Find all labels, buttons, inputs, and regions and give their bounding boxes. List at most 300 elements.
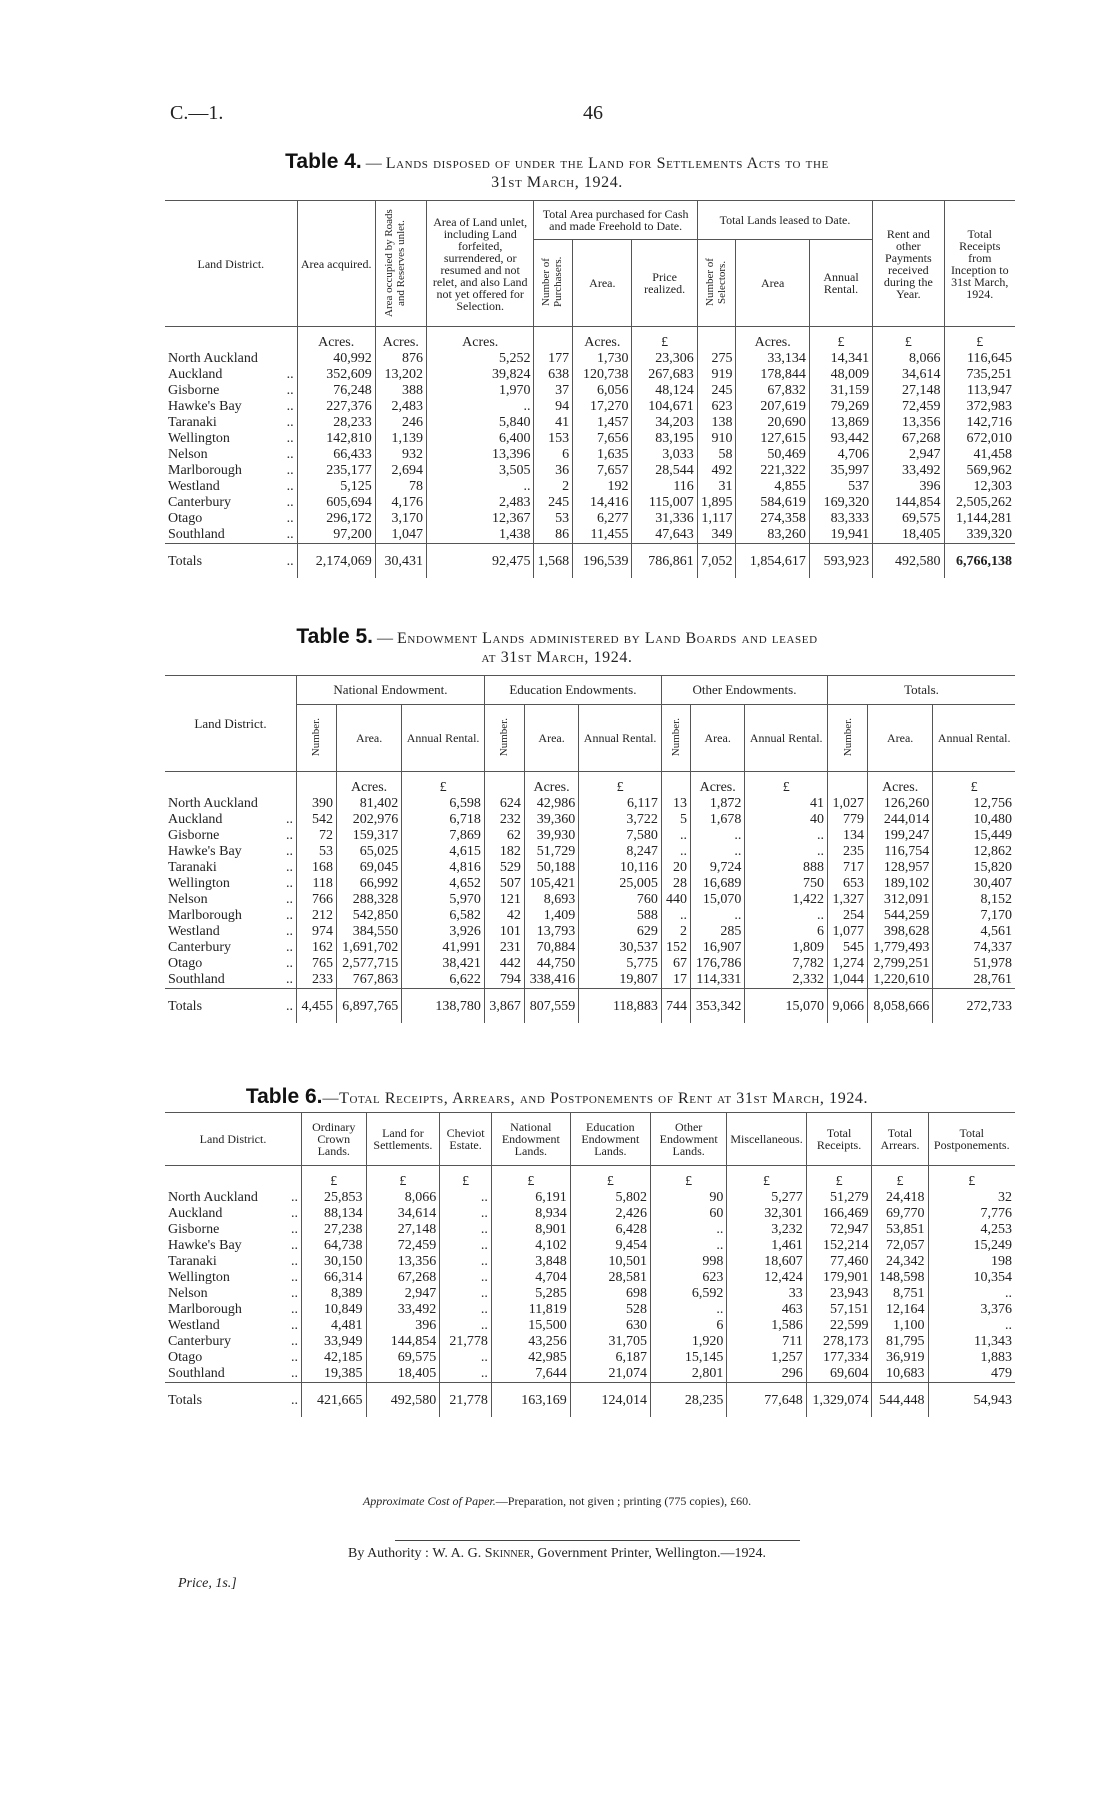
value-cell: 34,614 [873, 367, 944, 383]
value-cell: 14,416 [573, 495, 632, 511]
t4-unit [697, 327, 736, 352]
table-row [165, 812, 1015, 828]
district-cell [165, 1318, 302, 1334]
value-cell: 11,455 [573, 527, 632, 544]
t6-h-col: Total Postponements. [928, 1113, 1015, 1166]
t4-unit: £ [632, 327, 697, 352]
t4-h-rental: Annual Rental. [809, 240, 872, 327]
value-cell: 750 [745, 876, 828, 892]
value-cell: 807,559 [524, 989, 578, 1024]
value-cell: 4,652 [402, 876, 485, 892]
t4-unit [534, 327, 573, 352]
table-row [165, 1270, 1015, 1286]
district-cell [165, 415, 297, 431]
value-cell: 48,009 [809, 367, 872, 383]
table-row [165, 972, 1015, 989]
value-cell: 5,802 [570, 1190, 650, 1206]
value-cell: 6,187 [570, 1350, 650, 1366]
value-cell: 28,235 [650, 1383, 726, 1418]
value-cell: 767,863 [336, 972, 401, 989]
district-dots: .. [291, 1190, 298, 1205]
value-cell: 254 [828, 908, 868, 924]
value-cell: 1,586 [727, 1318, 806, 1334]
value-cell: 27,148 [366, 1222, 440, 1238]
value-cell: 116,754 [867, 844, 932, 860]
value-cell: 118,883 [579, 989, 662, 1024]
value-cell: 735,251 [944, 367, 1015, 383]
value-cell: 6 [745, 924, 828, 940]
value-cell: 285 [690, 924, 744, 940]
value-cell: 588 [579, 908, 662, 924]
value-cell: 2,947 [366, 1286, 440, 1302]
t5-unit [661, 772, 690, 797]
value-cell: 51,279 [806, 1190, 872, 1206]
value-cell: 17,270 [573, 399, 632, 415]
district-dots: .. [291, 1302, 298, 1317]
value-cell: 288,328 [336, 892, 401, 908]
value-cell: 440 [661, 892, 690, 908]
value-cell: 72,459 [366, 1238, 440, 1254]
value-cell: 23,306 [632, 351, 697, 367]
district-name: Southland [168, 1366, 225, 1381]
value-cell: 3,376 [928, 1302, 1015, 1318]
value-cell: 41 [745, 796, 828, 812]
value-cell: 31 [697, 479, 736, 495]
t6-unit: £ [366, 1166, 440, 1191]
value-cell: 72,947 [806, 1222, 872, 1238]
t5-h-other: Other Endowments. [661, 676, 827, 705]
t4-h-purchased: Total Area purchased for Cash and made Freehold to Date. [534, 201, 697, 240]
value-cell: 9,066 [828, 989, 868, 1024]
value-cell: 33 [727, 1286, 806, 1302]
value-cell: 69,770 [872, 1206, 928, 1222]
value-cell: 442 [484, 956, 524, 972]
value-cell: 529 [484, 860, 524, 876]
cost-label: Approximate Cost of Paper. [362, 1494, 496, 1508]
value-cell: 90 [650, 1190, 726, 1206]
table-row [165, 876, 1015, 892]
t5-h-rental: Annual Rental. [745, 705, 828, 772]
value-cell: 4,253 [928, 1222, 1015, 1238]
value-cell: 3,867 [484, 989, 524, 1024]
value-cell: 126,260 [867, 796, 932, 812]
district-name: Otago [168, 1350, 203, 1365]
t5-unit [484, 772, 524, 797]
district-cell [165, 463, 297, 479]
value-cell: 8,066 [873, 351, 944, 367]
value-cell: 1,457 [573, 415, 632, 431]
value-cell: 10,354 [928, 1270, 1015, 1286]
value-cell: 479 [928, 1366, 1015, 1383]
value-cell: 33,492 [366, 1302, 440, 1318]
value-cell: 744 [661, 989, 690, 1024]
value-cell: .. [426, 479, 534, 495]
value-cell: 16,907 [690, 940, 744, 956]
value-cell: 1,139 [375, 431, 426, 447]
value-cell: 212 [297, 908, 337, 924]
value-cell: 30,150 [302, 1254, 367, 1270]
district-dots: .. [286, 495, 294, 510]
district-name: Southland [168, 527, 225, 542]
value-cell: 41,458 [944, 447, 1015, 463]
value-cell: 9,724 [690, 860, 744, 876]
value-cell: 231 [484, 940, 524, 956]
table6-title-text: —Total Receipts, Arrears, and Postponements of Rent at 31st March, 1924. [322, 1090, 869, 1107]
value-cell: 179,901 [806, 1270, 872, 1286]
value-cell: 28,233 [297, 415, 375, 431]
table-row [165, 1366, 1015, 1383]
value-cell: 34,203 [632, 415, 697, 431]
value-cell: 12,164 [872, 1302, 928, 1318]
value-cell: 120,738 [573, 367, 632, 383]
district-name: Gisborne [168, 383, 220, 398]
t5-h-number [297, 705, 337, 772]
value-cell: 4,615 [402, 844, 485, 860]
value-cell: .. [745, 844, 828, 860]
district-cell [165, 1206, 302, 1222]
value-cell: 698 [570, 1286, 650, 1302]
value-cell: 245 [697, 383, 736, 399]
district-cell [165, 1334, 302, 1350]
t5-unit: £ [579, 772, 662, 797]
t5-unit: £ [745, 772, 828, 797]
value-cell: 93,442 [809, 431, 872, 447]
table-row [165, 431, 1015, 447]
value-cell: 2,483 [375, 399, 426, 415]
page-number: 46 [583, 102, 603, 124]
value-cell: 207,619 [736, 399, 809, 415]
value-cell: 492,580 [366, 1383, 440, 1418]
table-row [165, 956, 1015, 972]
value-cell: .. [426, 399, 534, 415]
value-cell: 6 [650, 1318, 726, 1334]
value-cell: 15,070 [690, 892, 744, 908]
value-cell: 7,656 [573, 431, 632, 447]
value-cell: 28,544 [632, 463, 697, 479]
district-dots: .. [286, 383, 294, 398]
value-cell: .. [440, 1222, 492, 1238]
value-cell: 15,820 [933, 860, 1015, 876]
table5-title-line2: at 31st March, 1924. [481, 649, 633, 666]
t5-h-area: Area. [524, 705, 578, 772]
district-name: Canterbury [168, 1334, 231, 1349]
value-cell: 83,195 [632, 431, 697, 447]
table4-dash: — [361, 155, 386, 172]
value-cell: 37 [534, 383, 573, 399]
value-cell: 4,481 [302, 1318, 367, 1334]
value-cell: 121 [484, 892, 524, 908]
t4-unit: £ [873, 327, 944, 352]
district-name: Taranaki [168, 415, 217, 430]
value-cell: 542 [297, 812, 337, 828]
t4-h-rent: Rent and other Payments received during the Year. [873, 201, 944, 327]
value-cell: 64,738 [302, 1238, 367, 1254]
value-cell: 272,733 [933, 989, 1015, 1024]
district-cell [165, 431, 297, 447]
value-cell: 7,782 [745, 956, 828, 972]
value-cell: 4,176 [375, 495, 426, 511]
page-code: C.—1. [170, 102, 224, 124]
value-cell: 6,622 [402, 972, 485, 989]
t4-h-price: Price realized. [632, 240, 697, 327]
value-cell: .. [440, 1190, 492, 1206]
district-dots: .. [291, 1238, 298, 1253]
district-name: Hawke's Bay [168, 399, 242, 414]
value-cell: 169,320 [809, 495, 872, 511]
district-cell [165, 876, 297, 892]
value-cell: 390 [297, 796, 337, 812]
district-name: North Auckland [168, 351, 258, 366]
value-cell: 21,778 [440, 1334, 492, 1350]
value-cell: .. [690, 844, 744, 860]
district-name: North Auckland [168, 1190, 258, 1205]
value-cell: 1,327 [828, 892, 868, 908]
value-cell: 69,575 [873, 511, 944, 527]
t4-h-receipts: Total Receipts from Inception to 31st March, 1924. [944, 201, 1015, 327]
t5-h-education: Education Endowments. [484, 676, 661, 705]
district-cell [165, 1383, 302, 1418]
table4-title [0, 150, 1114, 192]
value-cell: 5,285 [491, 1286, 570, 1302]
value-cell: 296,172 [297, 511, 375, 527]
value-cell: 1,730 [573, 351, 632, 367]
value-cell: 1,422 [745, 892, 828, 908]
value-cell: 51,729 [524, 844, 578, 860]
district-cell [165, 447, 297, 463]
t6-unit: £ [806, 1166, 872, 1191]
t6-unit: £ [491, 1166, 570, 1191]
value-cell: 2 [534, 479, 573, 495]
value-cell: 58 [697, 447, 736, 463]
value-cell: 22,599 [806, 1318, 872, 1334]
value-cell: 339,320 [944, 527, 1015, 544]
value-cell: 638 [534, 367, 573, 383]
district-dots: .. [286, 972, 293, 987]
district-dots: .. [286, 876, 293, 891]
value-cell: 398,628 [867, 924, 932, 940]
value-cell: 7,052 [697, 544, 736, 579]
value-cell: 128,957 [867, 860, 932, 876]
value-cell: .. [440, 1318, 492, 1334]
district-cell [165, 860, 297, 876]
value-cell: 19,807 [579, 972, 662, 989]
value-cell: 492 [697, 463, 736, 479]
t5-h-area: Area. [336, 705, 401, 772]
district-cell [165, 828, 297, 844]
value-cell: 1,117 [697, 511, 736, 527]
t5-h-number-text: Number. [841, 717, 854, 757]
value-cell: .. [650, 1302, 726, 1318]
value-cell: 8,693 [524, 892, 578, 908]
t5-unit [828, 772, 868, 797]
value-cell: 13 [661, 796, 690, 812]
district-dots: .. [286, 860, 293, 875]
table-row [165, 479, 1015, 495]
t5-unit: Acres. [524, 772, 578, 797]
district-dots: .. [291, 1270, 298, 1285]
value-cell: .. [661, 844, 690, 860]
value-cell: 384,550 [336, 924, 401, 940]
value-cell: 1,568 [534, 544, 573, 579]
t5-h-area: Area. [690, 705, 744, 772]
table5-label: Table 5. [296, 625, 374, 648]
value-cell: 5,775 [579, 956, 662, 972]
value-cell: 15,249 [928, 1238, 1015, 1254]
table-row [165, 399, 1015, 415]
value-cell: 267,683 [632, 367, 697, 383]
value-cell: .. [661, 828, 690, 844]
district-dots: .. [291, 1206, 298, 1221]
value-cell: 189,102 [867, 876, 932, 892]
value-cell: 115,007 [632, 495, 697, 511]
table-row [165, 383, 1015, 399]
value-cell: 78 [375, 479, 426, 495]
value-cell: 10,116 [579, 860, 662, 876]
value-cell: 593,923 [809, 544, 872, 579]
value-cell: 998 [650, 1254, 726, 1270]
t6-h-col: Total Arrears. [872, 1113, 928, 1166]
value-cell: 31,159 [809, 383, 872, 399]
value-cell: 36 [534, 463, 573, 479]
value-cell: 6,897,765 [336, 989, 401, 1024]
value-cell: 33,492 [873, 463, 944, 479]
t4-unit: £ [809, 327, 872, 352]
t6-header [165, 1113, 1015, 1166]
value-cell: 77,460 [806, 1254, 872, 1270]
t4-h-area-acquired: Area acquired. [297, 201, 375, 327]
value-cell: 544,259 [867, 908, 932, 924]
table4-title-line2: 31st March, 1924. [491, 174, 623, 191]
t6-unit: £ [650, 1166, 726, 1191]
value-cell: 6,582 [402, 908, 485, 924]
value-cell: 6,428 [570, 1222, 650, 1238]
t5-h-number-text: Number. [310, 717, 323, 757]
t5-h-national: National Endowment. [297, 676, 485, 705]
district-dots: .. [286, 479, 294, 494]
district-name: Totals [168, 1393, 203, 1408]
value-cell: 7,644 [491, 1366, 570, 1383]
value-cell: 81,795 [872, 1334, 928, 1350]
value-cell: 65,025 [336, 844, 401, 860]
value-cell: 1,895 [697, 495, 736, 511]
value-cell: 11,343 [928, 1334, 1015, 1350]
value-cell: 2,801 [650, 1366, 726, 1383]
value-cell: 199,247 [867, 828, 932, 844]
table6-title [0, 1085, 1114, 1109]
district-dots: .. [286, 908, 293, 923]
value-cell: .. [928, 1286, 1015, 1302]
district-cell [165, 399, 297, 415]
value-cell: 20,690 [736, 415, 809, 431]
district-dots: .. [286, 447, 294, 462]
table-row [165, 351, 1015, 367]
district-cell [165, 812, 297, 828]
t6-unit: £ [872, 1166, 928, 1191]
value-cell: 9,454 [570, 1238, 650, 1254]
value-cell: 6,117 [579, 796, 662, 812]
value-cell: 1,144,281 [944, 511, 1015, 527]
value-cell: 32,301 [727, 1206, 806, 1222]
value-cell: 5,252 [426, 351, 534, 367]
value-cell: 10,480 [933, 812, 1015, 828]
t5-h-number [484, 705, 524, 772]
value-cell: 507 [484, 876, 524, 892]
value-cell: 246 [375, 415, 426, 431]
t6-h-col: Cheviot Estate. [440, 1113, 492, 1166]
table-row [165, 1334, 1015, 1350]
value-cell: 30,431 [375, 544, 426, 579]
value-cell: 7,776 [928, 1206, 1015, 1222]
t4-h-selectors [697, 240, 736, 327]
value-cell: 8,152 [933, 892, 1015, 908]
value-cell: 8,058,666 [867, 989, 932, 1024]
t6-h-col: Other Endowment Lands. [650, 1113, 726, 1166]
authority-prefix: By Authority : [348, 1546, 429, 1561]
t6-h-col: Land District. [199, 1132, 267, 1146]
value-cell: 584,619 [736, 495, 809, 511]
value-cell: 74,337 [933, 940, 1015, 956]
t4-unit: £ [944, 327, 1015, 352]
district-dots: .. [291, 1222, 298, 1237]
district-cell [165, 1286, 302, 1302]
t6-unit-row [165, 1166, 1015, 1191]
value-cell: 47,643 [632, 527, 697, 544]
value-cell: 116,645 [944, 351, 1015, 367]
value-cell: 233 [297, 972, 337, 989]
value-cell: 1,100 [872, 1318, 928, 1334]
district-dots: .. [291, 1350, 298, 1365]
value-cell: 2,174,069 [297, 544, 375, 579]
value-cell: 1,438 [426, 527, 534, 544]
district-cell [165, 844, 297, 860]
value-cell: 7,869 [402, 828, 485, 844]
value-cell: 20 [661, 860, 690, 876]
value-cell: 8,751 [872, 1286, 928, 1302]
t4-h-purchasers-text: Number of Purchasers. [540, 256, 565, 308]
value-cell: 142,716 [944, 415, 1015, 431]
value-cell: 67,268 [873, 431, 944, 447]
district-name: Hawke's Bay [168, 844, 242, 859]
value-cell: .. [440, 1206, 492, 1222]
value-cell: 19,941 [809, 527, 872, 544]
value-cell: 134 [828, 828, 868, 844]
value-cell: 7,580 [579, 828, 662, 844]
district-cell [165, 796, 297, 812]
t5-h-rental: Annual Rental. [933, 705, 1015, 772]
value-cell: 794 [484, 972, 524, 989]
value-cell: 39,824 [426, 367, 534, 383]
t4-unit: Acres. [573, 327, 632, 352]
district-name: Westland [168, 924, 220, 939]
district-cell [165, 1238, 302, 1254]
value-cell: 105,421 [524, 876, 578, 892]
t6-unit: £ [727, 1166, 806, 1191]
value-cell: 35,997 [809, 463, 872, 479]
t6-h-col: Total Receipts. [806, 1113, 872, 1166]
district-name: Canterbury [168, 495, 231, 510]
value-cell: 1,678 [690, 812, 744, 828]
value-cell: 67,832 [736, 383, 809, 399]
district-cell [165, 1302, 302, 1318]
value-cell: 8,901 [491, 1222, 570, 1238]
value-cell: 127,615 [736, 431, 809, 447]
t5-h-number [828, 705, 868, 772]
district-name: Auckland [168, 367, 223, 382]
district-cell [165, 367, 297, 383]
district-cell [165, 383, 297, 399]
value-cell: .. [440, 1350, 492, 1366]
t4-unit: Acres. [426, 327, 534, 352]
